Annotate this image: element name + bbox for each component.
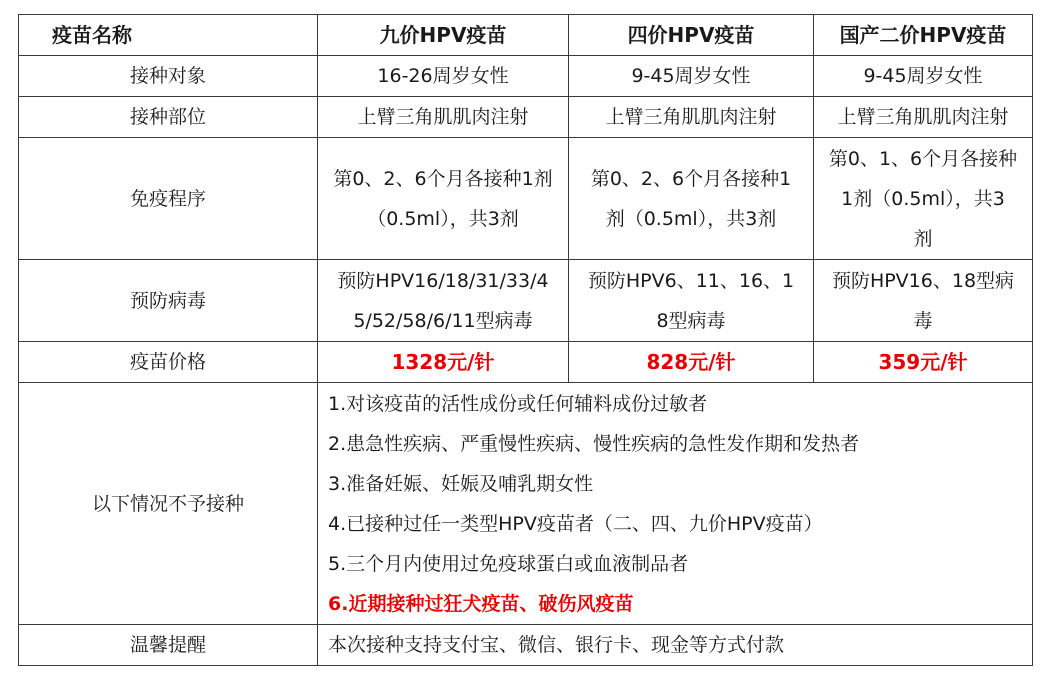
row-label: 预防病毒 [19,260,318,342]
list-item: 1.对该疫苗的活性成份或任何辅料成份过敏者 [328,392,708,415]
cell-line: 剂 [913,227,933,250]
cell-line: 第0、1、6个月各接种 [828,147,1018,170]
table-row-schedule [19,138,1033,260]
table-header-row [19,15,1033,56]
list-item: 5.三个月内使用过免疫球蛋白或血液制品者 [328,552,689,575]
cell-virus-nine [318,260,569,342]
cell-target-two: 9-45周岁女性 [814,56,1033,97]
row-label: 疫苗价格 [19,342,318,383]
list-item: 2.患急性疾病、严重慢性疾病、慢性疾病的急性发作期和发热者 [328,432,860,455]
header-vaccine-name: 疫苗名称 [19,15,318,56]
cell-site-two: 上臂三角肌肌肉注射 [814,97,1033,138]
vaccine-comparison-table [18,14,1033,666]
cell-line: 1剂（0.5ml），共3 [841,187,1005,210]
cell-line: 5/52/58/6/11型病毒 [353,309,533,332]
cell-site-four: 上臂三角肌肌肉注射 [569,97,814,138]
cell-line: （0.5ml），共3剂 [367,207,519,230]
payment-tip-text: 本次接种支持支付宝、微信、银行卡、现金等方式付款 [318,625,1033,666]
cell-line: 第0、2、6个月各接种1 [590,167,792,190]
header-four-valent: 四价HPV疫苗 [569,15,814,56]
list-item-alert: 6.近期接种过狂犬疫苗、破伤风疫苗 [328,592,634,615]
row-label: 接种对象 [19,56,318,97]
table-row-virus [19,260,1033,342]
cell-line: 剂（0.5ml），共3剂 [605,207,777,230]
price-nine: 1328元/针 [318,342,569,383]
cell-site-nine: 上臂三角肌肌肉注射 [318,97,569,138]
cell-line: 预防HPV16/18/31/33/4 [337,269,549,292]
table-row-site [19,97,1033,138]
cell-target-nine: 16-26周岁女性 [318,56,569,97]
table-row-contraindications [19,383,1033,625]
row-label: 以下情况不予接种 [19,383,318,625]
row-label: 接种部位 [19,97,318,138]
header-nine-valent: 九价HPV疫苗 [318,15,569,56]
cell-schedule-two [814,138,1033,260]
cell-line: 毒 [913,309,933,332]
price-two: 359元/针 [814,342,1033,383]
cell-schedule-four [569,138,814,260]
header-domestic-two-valent: 国产二价HPV疫苗 [814,15,1033,56]
cell-schedule-nine [318,138,569,260]
price-four: 828元/针 [569,342,814,383]
list-item: 4.已接种过任一类型HPV疫苗者（二、四、九价HPV疫苗） [328,512,823,535]
cell-line: 8型病毒 [656,309,726,332]
cell-virus-two [814,260,1033,342]
table-row-tip [19,625,1033,666]
cell-line: 预防HPV6、11、16、1 [587,269,795,292]
cell-line: 预防HPV16、18型病 [831,269,1015,292]
cell-line: 第0、2、6个月各接种1剂 [333,167,553,190]
list-item: 3.准备妊娠、妊娠及哺乳期女性 [328,472,594,495]
row-label: 免疫程序 [19,138,318,260]
row-label: 温馨提醒 [19,625,318,666]
contraindication-list [318,383,1033,625]
cell-virus-four [569,260,814,342]
table-row-target [19,56,1033,97]
table-row-price [19,342,1033,383]
cell-target-four: 9-45周岁女性 [569,56,814,97]
